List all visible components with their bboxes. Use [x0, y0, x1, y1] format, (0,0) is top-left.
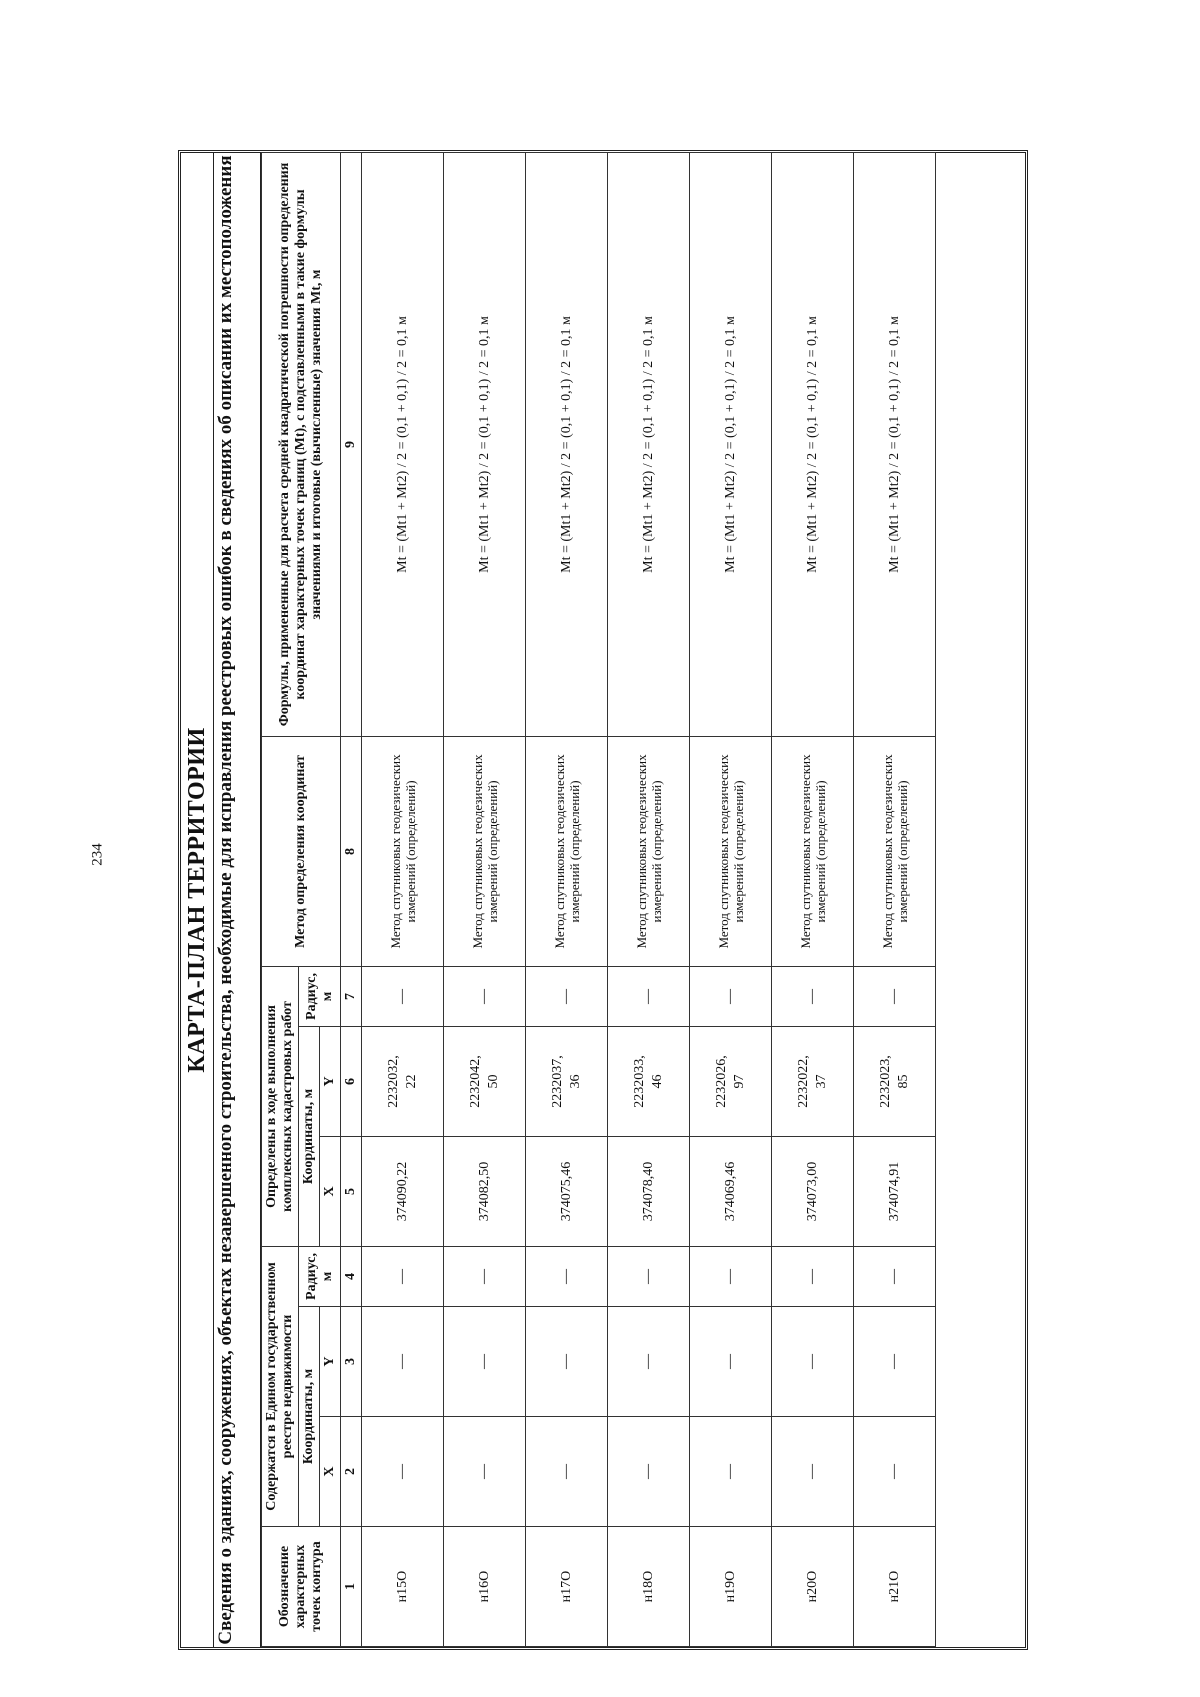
column-number-row — [341, 152, 362, 1646]
header-egrn-y: Y — [320, 1307, 341, 1417]
cell-kkr-x: 374073,00 — [772, 1136, 854, 1246]
cell-method: Метод спутниковых геодезических измерений (определений) — [362, 736, 444, 966]
column-number: 7 — [341, 966, 362, 1026]
cell-kkr-radius: — — [362, 966, 444, 1026]
cell-egrn-y: — — [772, 1307, 854, 1417]
page-number: 234 — [89, 843, 106, 866]
cell-egrn-radius: — — [608, 1246, 690, 1306]
cell-egrn-x: — — [362, 1417, 444, 1527]
cell-kkr-radius: — — [690, 966, 772, 1026]
cell-formula: Mt = (Mt1 + Mt2) / 2 = (0,1 + 0,1) / 2 = 0,1 м — [362, 152, 444, 736]
cell-kkr-radius: — — [854, 966, 936, 1026]
column-number: 6 — [341, 1026, 362, 1136]
cell-method: Метод спутниковых геодезических измерений (определений) — [608, 736, 690, 966]
cell-kkr-x: 374075,46 — [526, 1136, 608, 1246]
column-number: 2 — [341, 1417, 362, 1527]
cell-kkr-y: 2232022, 37 — [772, 1026, 854, 1136]
cell-formula: Mt = (Mt1 + Mt2) / 2 = (0,1 + 0,1) / 2 = 0,1 м — [854, 152, 936, 736]
document-frame — [178, 150, 1028, 1650]
cell-egrn-radius: — — [444, 1246, 526, 1306]
cell-point: н21О — [854, 1527, 936, 1647]
header-egrn-radius: Радиус, м — [299, 1246, 341, 1306]
header-egrn-coords: Координаты, м — [299, 1307, 320, 1527]
rotated-page-content — [178, 150, 1038, 1650]
document-subtitle: Сведения о зданиях, сооружениях, объектах незавершенного строительства, необходимые для исправления реестровых ошибок в сведениях об описании их местоположения — [213, 153, 261, 1647]
cell-egrn-radius: — — [772, 1246, 854, 1306]
cell-egrn-y: — — [854, 1307, 936, 1417]
header-point-label: Обозначение характерных точек контура — [262, 1527, 341, 1647]
cell-egrn-x: — — [690, 1417, 772, 1527]
cell-egrn-radius: — — [526, 1246, 608, 1306]
cell-egrn-y: — — [608, 1307, 690, 1417]
table-row — [362, 152, 444, 1646]
header-kkr-y: Y — [320, 1026, 341, 1136]
column-number: 1 — [341, 1527, 362, 1647]
cell-kkr-y: 2232032, 22 — [362, 1026, 444, 1136]
cell-egrn-y: — — [690, 1307, 772, 1417]
cell-formula: Mt = (Mt1 + Mt2) / 2 = (0,1 + 0,1) / 2 = 0,1 м — [772, 152, 854, 736]
cell-kkr-y: 2232026, 97 — [690, 1026, 772, 1136]
cell-kkr-x: 374090,22 — [362, 1136, 444, 1246]
cell-formula: Mt = (Mt1 + Mt2) / 2 = (0,1 + 0,1) / 2 = 0,1 м — [526, 152, 608, 736]
table-body — [362, 152, 936, 1646]
header-egrn-x: X — [320, 1417, 341, 1527]
cell-egrn-y: — — [444, 1307, 526, 1417]
cell-egrn-y: — — [526, 1307, 608, 1417]
cell-kkr-y: 2232042, 50 — [444, 1026, 526, 1136]
cell-kkr-radius: — — [772, 966, 854, 1026]
column-number: 3 — [341, 1307, 362, 1417]
cell-point: н20О — [772, 1527, 854, 1647]
column-number: 4 — [341, 1246, 362, 1306]
table-row — [690, 152, 772, 1646]
cell-formula: Mt = (Mt1 + Mt2) / 2 = (0,1 + 0,1) / 2 = 0,1 м — [444, 152, 526, 736]
table-row — [526, 152, 608, 1646]
cell-kkr-radius: — — [526, 966, 608, 1026]
cell-method: Метод спутниковых геодезических измерений (определений) — [690, 736, 772, 966]
cell-formula: Mt = (Mt1 + Mt2) / 2 = (0,1 + 0,1) / 2 = 0,1 м — [608, 152, 690, 736]
cell-egrn-x: — — [444, 1417, 526, 1527]
cell-egrn-x: — — [772, 1417, 854, 1527]
header-kkr-x: X — [320, 1136, 341, 1246]
coordinates-table — [261, 152, 936, 1647]
cell-method: Метод спутниковых геодезических измерений (определений) — [526, 736, 608, 966]
cell-egrn-x: — — [526, 1417, 608, 1527]
cell-egrn-x: — — [854, 1417, 936, 1527]
cell-kkr-x: 374078,40 — [608, 1136, 690, 1246]
cell-egrn-radius: — — [690, 1246, 772, 1306]
cell-method: Метод спутниковых геодезических измерений (определений) — [772, 736, 854, 966]
header-kkr-coords: Координаты, м — [299, 1026, 320, 1246]
table-row — [854, 152, 936, 1646]
cell-egrn-radius: — — [854, 1246, 936, 1306]
cell-kkr-y: 2232023, 85 — [854, 1026, 936, 1136]
header-kkr-radius: Радиус, м — [299, 966, 341, 1026]
cell-point: н16О — [444, 1527, 526, 1647]
column-number: 8 — [341, 736, 362, 966]
cell-kkr-x: 374082,50 — [444, 1136, 526, 1246]
cell-kkr-y: 2232033, 46 — [608, 1026, 690, 1136]
cell-method: Метод спутниковых геодезических измерений (определений) — [444, 736, 526, 966]
cell-kkr-x: 374069,46 — [690, 1136, 772, 1246]
cell-egrn-y: — — [362, 1307, 444, 1417]
header-method: Метод определения координат — [262, 736, 341, 966]
table-row — [772, 152, 854, 1646]
cell-point: н19О — [690, 1527, 772, 1647]
header-kkr-group: Определены в ходе выполнения комплексных кадастровых работ — [262, 966, 299, 1246]
cell-kkr-radius: — — [444, 966, 526, 1026]
header-egrn-group: Содержатся в Едином государственном реестре недвижимости — [262, 1246, 299, 1526]
header-row-1 — [262, 152, 299, 1646]
cell-egrn-radius: — — [362, 1246, 444, 1306]
cell-kkr-y: 2232037, 36 — [526, 1026, 608, 1136]
document-title: КАРТА-ПЛАН ТЕРРИТОРИИ — [181, 153, 214, 1647]
cell-formula: Mt = (Mt1 + Mt2) / 2 = (0,1 + 0,1) / 2 = 0,1 м — [690, 152, 772, 736]
cell-egrn-x: — — [608, 1417, 690, 1527]
table-row — [444, 152, 526, 1646]
cell-point: н15О — [362, 1527, 444, 1647]
column-number: 5 — [341, 1136, 362, 1246]
column-number: 9 — [341, 152, 362, 736]
cell-kkr-x: 374074,91 — [854, 1136, 936, 1246]
cell-point: н17О — [526, 1527, 608, 1647]
cell-method: Метод спутниковых геодезических измерений (определений) — [854, 736, 936, 966]
cell-point: н18О — [608, 1527, 690, 1647]
header-formula: Формулы, примененные для расчета средней квадратической погрешности определения координат характерных точек границ (Mt), с подставленными в такие формулы значениями и итоговые (вычисленные) значения Mt, м — [262, 152, 341, 736]
cell-kkr-radius: — — [608, 966, 690, 1026]
table-row — [608, 152, 690, 1646]
